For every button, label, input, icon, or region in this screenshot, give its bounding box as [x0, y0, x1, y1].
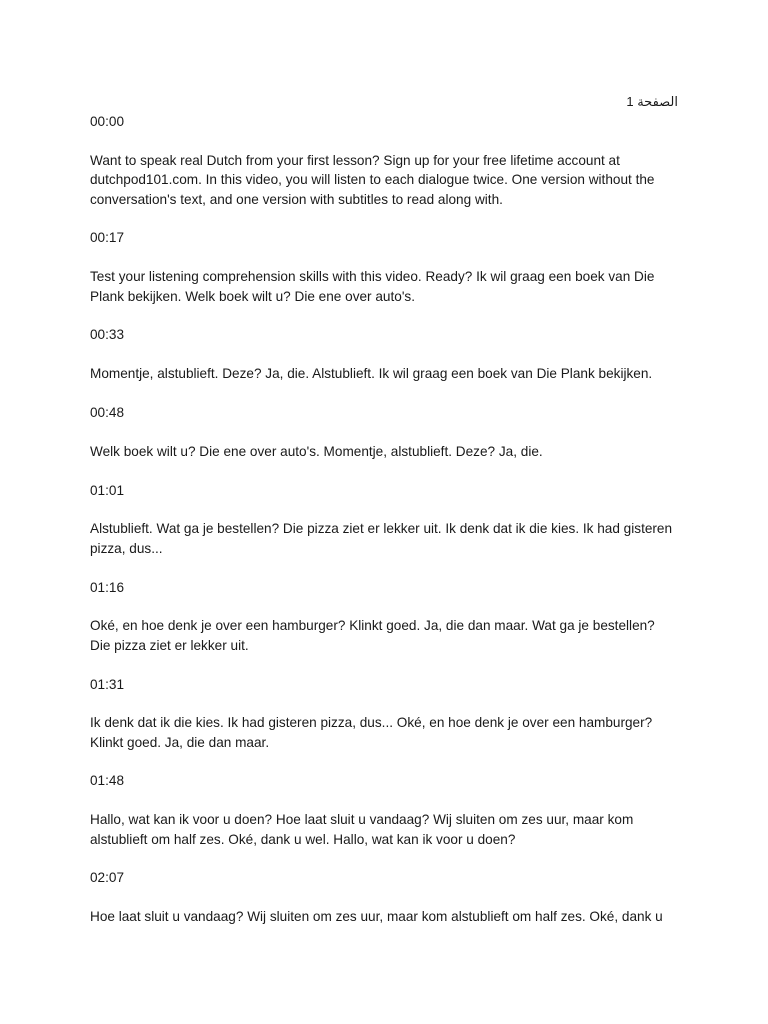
timestamp: 00:48: [90, 404, 125, 420]
transcript-paragraph: Welk boek wilt u? Die ene over auto's. Momentje, alstublieft. Deze? Ja, die.: [90, 443, 543, 459]
page-number: الصفحة 1: [626, 94, 678, 109]
transcript-segment: [90, 481, 678, 559]
transcript-paragraph: Alstublieft. Wat ga je bestellen? Die pizza ziet er lekker uit. Ik denk dat ik die kies. Ik had gisteren pizza, dus...: [90, 521, 673, 556]
transcript-segment: [90, 112, 678, 209]
timestamp: 00:00: [90, 114, 125, 129]
transcript-paragraph: Momentje, alstublieft. Deze? Ja, die. Alstublieft. Ik wil graag een boek van Die Plank bekijken.: [90, 366, 653, 382]
transcript-segment: [90, 675, 678, 753]
timestamp: 01:31: [90, 676, 125, 692]
transcript-paragraph: Hoe laat sluit u vandaag? Wij sluiten om zes uur, maar kom alstublieft om half zes. Oké, dank u: [90, 909, 663, 925]
transcript-segment: [90, 403, 678, 461]
timestamp: 02:07: [90, 870, 125, 886]
transcript-segment: [90, 228, 678, 306]
transcript-paragraph: Test your listening comprehension skills with this video. Ready? Ik wil graag een boek van Die Plank bekijken. Welk boek wilt u? Die ene over auto's.: [90, 269, 655, 304]
transcript-segment: [90, 325, 678, 383]
transcript-paragraph: Ik denk dat ik die kies. Ik had gisteren pizza, dus... Oké, en hoe denk je over een hamburger? Klinkt goed. Ja, die dan maar.: [90, 715, 653, 750]
timestamp: 00:17: [90, 230, 125, 246]
transcript-paragraph: Oké, en hoe denk je over een hamburger? Klinkt goed. Ja, die dan maar. Wat ga je bestellen? Die pizza ziet er lekker uit.: [90, 618, 655, 653]
transcript: [90, 112, 678, 946]
timestamp: 01:48: [90, 773, 125, 789]
timestamp: 00:33: [90, 327, 125, 343]
transcript-paragraph: Hallo, wat kan ik voor u doen? Hoe laat sluit u vandaag? Wij sluiten om zes uur, maar kom alstublieft om half zes. Oké, dank u wel. Hallo, wat kan ik voor u doen?: [90, 812, 634, 847]
timestamp: 01:01: [90, 482, 125, 498]
timestamp: 01:16: [90, 579, 125, 595]
transcript-segment: [90, 771, 678, 849]
transcript-segment: [90, 868, 678, 926]
transcript-segment: [90, 578, 678, 656]
transcript-paragraph: Want to speak real Dutch from your first lesson? Sign up for your free lifetime account at dutchpod101.com. In this video, you will listen to each dialogue twice. One version without the conversation's text, and one version with subtitles to read along with.: [90, 152, 655, 207]
